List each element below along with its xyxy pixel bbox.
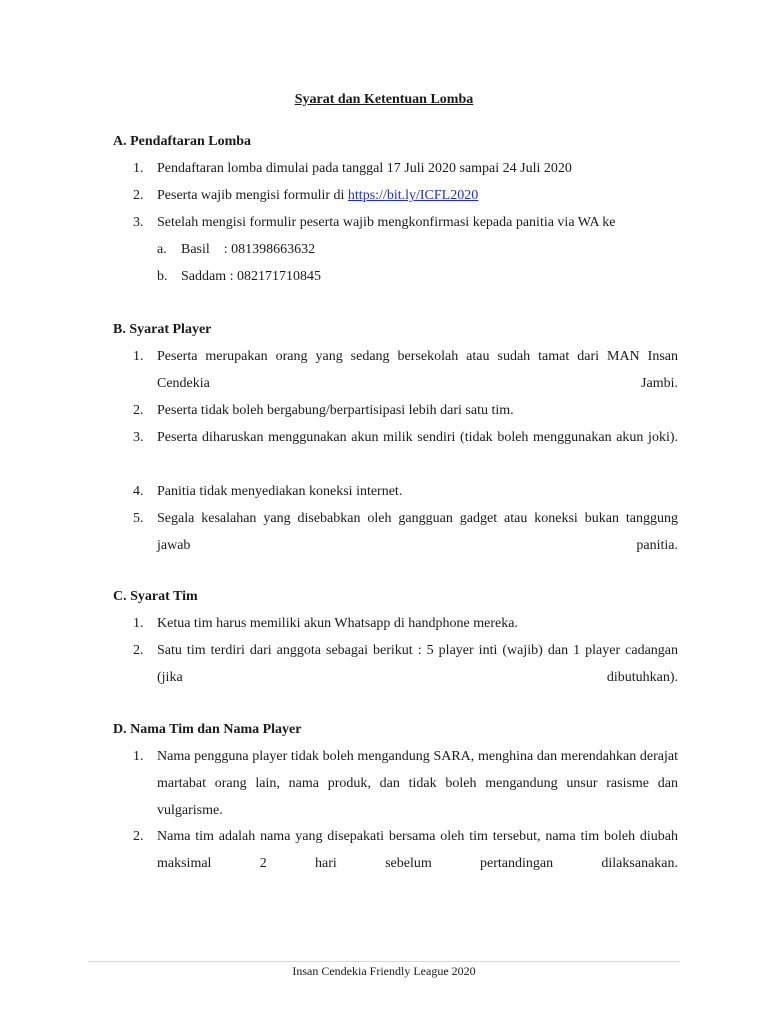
list-number: 1.: [133, 749, 144, 764]
list-item: [133, 182, 678, 209]
list-item: [133, 343, 678, 397]
list-item: [133, 505, 678, 559]
section-heading-syarat-player: B. Syarat Player: [113, 322, 212, 337]
list-number: 2.: [133, 643, 144, 658]
list-text: Panitia tidak menyediakan koneksi internet.: [157, 484, 403, 499]
list-number: 2.: [133, 188, 144, 203]
contact-item: [157, 263, 321, 290]
list-number: 1.: [133, 616, 144, 631]
list-text: Peserta merupakan orang yang sedang bersekolah atau sudah tamat dari MAN Insan Cendekia Jambi.: [157, 349, 678, 391]
list-text: Nama tim adalah nama yang disepakati bersama oleh tim tersebut, nama tim boleh diubah maksimal 2 hari sebelum pertandingan dilaksanakan.: [157, 829, 678, 871]
contact-item: [157, 236, 315, 263]
list-number: 2.: [133, 829, 144, 844]
list-text: Segala kesalahan yang disebabkan oleh gangguan gadget atau koneksi bukan tanggung jawab panitia.: [157, 511, 678, 553]
list-number: 1.: [133, 161, 144, 176]
page-footer: Insan Cendekia Friendly League 2020: [292, 964, 476, 978]
footer-divider: [88, 961, 680, 962]
contact-text: Basil : 081398663632: [181, 242, 316, 257]
list-text: Peserta diharuskan menggunakan akun milik sendiri (tidak boleh menggunakan akun joki).: [157, 430, 678, 445]
list-number: 3.: [133, 430, 144, 445]
section-heading-syarat-tim: C. Syarat Tim: [113, 589, 198, 604]
list-item: [133, 478, 678, 505]
page-title: Syarat dan Ketentuan Lomba: [294, 92, 474, 107]
list-text: Ketua tim harus memiliki akun Whatsapp di handphone mereka.: [157, 616, 518, 631]
list-text: Satu tim terdiri dari anggota sebagai berikut : 5 player inti (wajib) dan 1 player cadangan (jika dibutuhkan).: [157, 643, 678, 685]
section-heading-nama-tim: D. Nama Tim dan Nama Player: [113, 722, 302, 737]
list-number: 5.: [133, 511, 144, 526]
contact-letter: a.: [157, 242, 167, 257]
list-text: Nama pengguna player tidak boleh mengandung SARA, menghina dan merendahkan derajat martabat orang lain, nama produk, dan tidak boleh mengandung unsur rasisme dan vulgarisme.: [157, 749, 678, 818]
list-item: [133, 397, 678, 424]
list-number: 1.: [133, 349, 144, 364]
list-number: 2.: [133, 403, 144, 418]
list-text: Pendaftaran lomba dimulai pada tanggal 17 Juli 2020 sampai 24 Juli 2020: [157, 161, 572, 176]
section-heading-pendaftaran: A. Pendaftaran Lomba: [113, 134, 252, 149]
contact-letter: b.: [157, 269, 168, 284]
list-text: Peserta tidak boleh bergabung/berpartisipasi lebih dari satu tim.: [157, 403, 514, 418]
list-item: [133, 823, 678, 877]
list-item: [133, 424, 678, 478]
list-item: [133, 610, 678, 637]
contact-text: Saddam : 082171710845: [181, 269, 321, 284]
list-item: [133, 743, 678, 824]
list-number: 4.: [133, 484, 144, 499]
list-item: [133, 209, 678, 236]
form-link[interactable]: https://bit.ly/ICFL2020: [347, 188, 479, 203]
list-text: Peserta wajib mengisi formulir di: [157, 188, 348, 203]
list-item: [133, 637, 678, 691]
list-item: [133, 155, 678, 182]
list-number: 3.: [133, 215, 144, 230]
list-text: Setelah mengisi formulir peserta wajib mengkonfirmasi kepada panitia via WA ke: [157, 215, 616, 230]
